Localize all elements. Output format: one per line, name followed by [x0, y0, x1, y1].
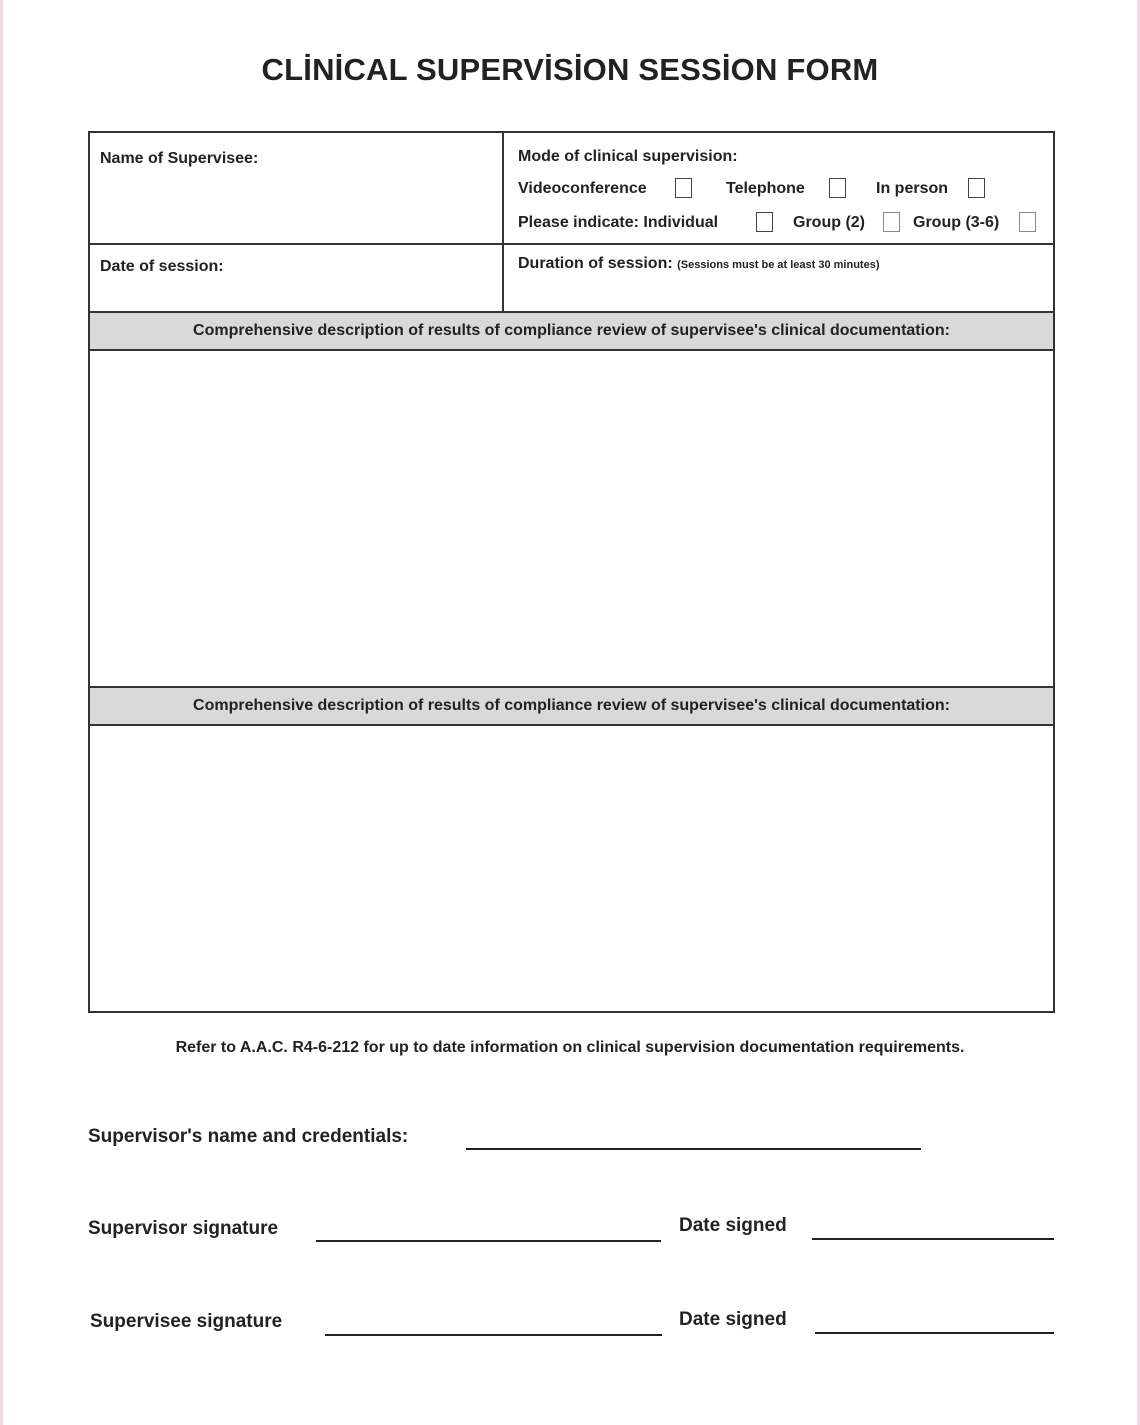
- supervisee-name-label: Name of Supervisee:: [100, 150, 259, 167]
- page-title: CLİNİCAL SUPERVİSİON SESSİON FORM: [261, 52, 879, 87]
- section-header-1: [90, 313, 1053, 351]
- section-2-input-area[interactable]: [90, 726, 1053, 1011]
- checkbox-telephone[interactable]: [829, 178, 846, 198]
- session-form: [88, 131, 1055, 1013]
- supervisor-name-line[interactable]: [466, 1148, 921, 1150]
- column-divider: [502, 133, 504, 311]
- supervisee-signature-label: Supervisee signature: [90, 1311, 283, 1332]
- option-in-person-label: In person: [876, 180, 949, 197]
- checkbox-in-person[interactable]: [968, 178, 985, 198]
- row-divider: [90, 243, 1053, 245]
- checkbox-group-2[interactable]: [883, 212, 900, 232]
- section-header-2: [90, 688, 1053, 726]
- supervisee-signature-line[interactable]: [325, 1334, 662, 1336]
- mode-label: Mode of clinical supervision:: [518, 148, 738, 165]
- checkbox-group-3-6[interactable]: [1019, 212, 1036, 232]
- duration-note: (Sessions must be at least 30 minutes): [677, 259, 880, 271]
- option-group-2-label: Group (2): [793, 214, 865, 231]
- page-edge-left: [0, 0, 3, 1425]
- option-group-3-6-label: Group (3-6): [913, 214, 1000, 231]
- section-header-2-text: Comprehensive description of results of compliance review of supervisee's clinical documentation:: [193, 697, 950, 714]
- option-telephone-label: Telephone: [726, 180, 805, 197]
- supervisor-date-signed-label: Date signed: [679, 1215, 787, 1236]
- checkbox-individual[interactable]: [756, 212, 773, 232]
- duration-label-text: Duration of session:: [518, 255, 673, 272]
- indicate-individual-label: Please indicate: Individual: [518, 214, 719, 231]
- supervisor-date-signed-line[interactable]: [812, 1238, 1054, 1240]
- supervisee-date-signed-label: Date signed: [679, 1309, 787, 1330]
- supervisor-signature-label: Supervisor signature: [88, 1218, 279, 1239]
- supervisee-date-signed-line[interactable]: [815, 1332, 1054, 1334]
- supervisor-signature-line[interactable]: [316, 1240, 661, 1242]
- reference-note: Refer to A.A.C. R4-6-212 for up to date information on clinical supervision documentation requirements.: [175, 1039, 965, 1056]
- option-videoconference-label: Videoconference: [518, 180, 647, 197]
- checkbox-videoconference[interactable]: [675, 178, 692, 198]
- supervisor-name-label: Supervisor's name and credentials:: [88, 1126, 409, 1147]
- section-1-input-area[interactable]: [90, 351, 1053, 685]
- section-header-1-text: Comprehensive description of results of compliance review of supervisee's clinical documentation:: [193, 322, 950, 339]
- duration-label: [518, 255, 880, 273]
- date-of-session-label: Date of session:: [100, 258, 224, 275]
